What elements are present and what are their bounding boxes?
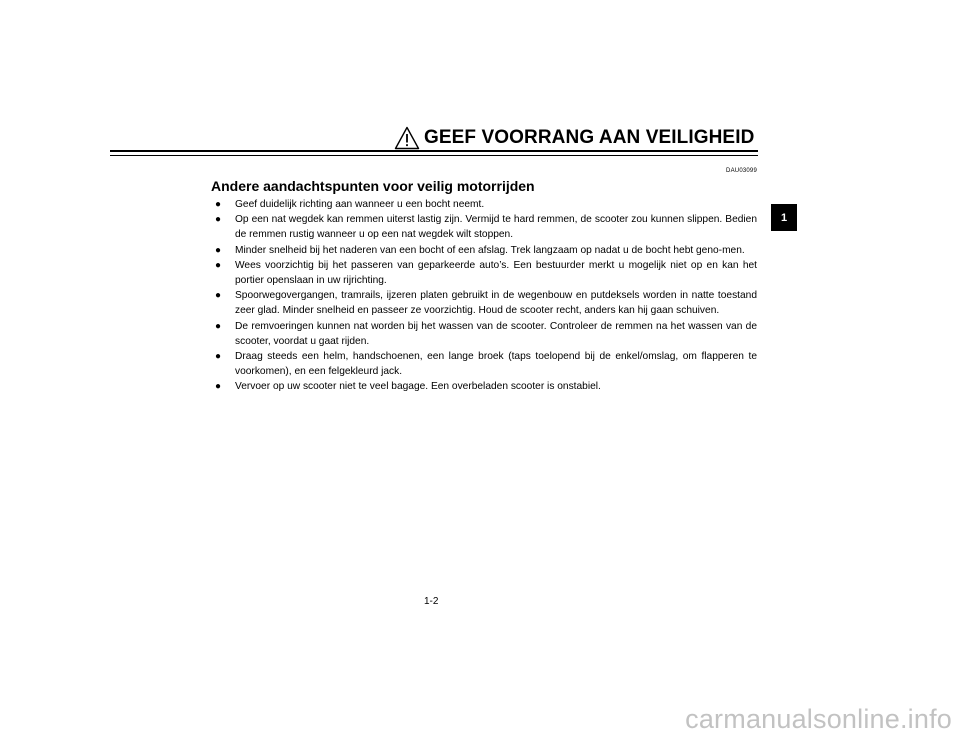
bullet-text: Spoorwegovergangen, tramrails, ijzeren platen gebruikt in de wegenbouw en putdeksels worden in natte toestand zeer glad. Minder snelheid en passeer ze voorzichtig. Houd de scooter recht, anders kan hij gaan schuiven. (235, 290, 757, 317)
page-header (394, 125, 754, 151)
bullet-icon: ● (215, 199, 222, 210)
bullet-icon: ● (215, 320, 222, 332)
bullet-item (215, 258, 757, 288)
bullet-text: De remvoeringen kunnen nat worden bij het wassen van de scooter. Controleer de remmen na het wassen van de scooter, voordat u gaat rijden. (235, 320, 757, 347)
bullet-text: Geef duidelijk richting aan wanneer u een bocht neemt. (235, 199, 485, 210)
bullet-icon: ● (215, 351, 222, 363)
bullet-item (215, 212, 757, 242)
bullet-item (215, 197, 757, 212)
bullet-item (215, 379, 757, 394)
document-code: DAU03099 (726, 168, 757, 174)
bullet-text: Minder snelheid bij het naderen van een bocht of een afslag. Trek langzaam op nadat u de bocht hebt geno-men. (235, 244, 745, 256)
header-rule-thick (110, 150, 758, 152)
bullet-item (215, 288, 757, 318)
section-title: Andere aandachtspunten voor veilig motorrijden (211, 178, 535, 194)
bullet-icon: ● (215, 290, 222, 302)
bullet-icon: ● (215, 381, 222, 393)
bullet-text: Draag steeds een helm, handschoenen, een lange broek (taps toelopend bij de enkel/omslag, om flapperen te voorkomen), en een felgekleurd jack. (235, 351, 757, 378)
bullet-text: Op een nat wegdek kan remmen uiterst lastig zijn. Vermijd te hard remmen, de scooter zou kunnen slippen. Bedien de remmen rustig wanneer u op een nat wegdek wilt stoppen. (235, 214, 757, 241)
page-number: 1-2 (424, 596, 439, 607)
bullet-list (215, 197, 757, 395)
header-rule-thin (110, 155, 758, 156)
bullet-item (215, 349, 757, 379)
bullet-icon: ● (215, 259, 222, 271)
page-title: GEEF VOORRANG AAN VEILIGHEID (424, 127, 755, 148)
watermark: carmanualsonline.info (685, 704, 952, 734)
bullet-text: Wees voorzichtig bij het passeren van geparkeerde auto’s. Een bestuurder merkt u mogelijk niet op en kan het portier openslaan in uw rijrichting. (235, 259, 757, 287)
bullet-item (215, 243, 757, 258)
bullet-icon: ● (215, 244, 222, 256)
bullet-item (215, 319, 757, 349)
warning-triangle-icon (394, 126, 420, 150)
bullet-text: Vervoer op uw scooter niet te veel bagage. Een overbeladen scooter is onstabiel. (235, 381, 601, 393)
bullet-icon: ● (215, 214, 222, 226)
chapter-tab: 1 (771, 204, 797, 231)
